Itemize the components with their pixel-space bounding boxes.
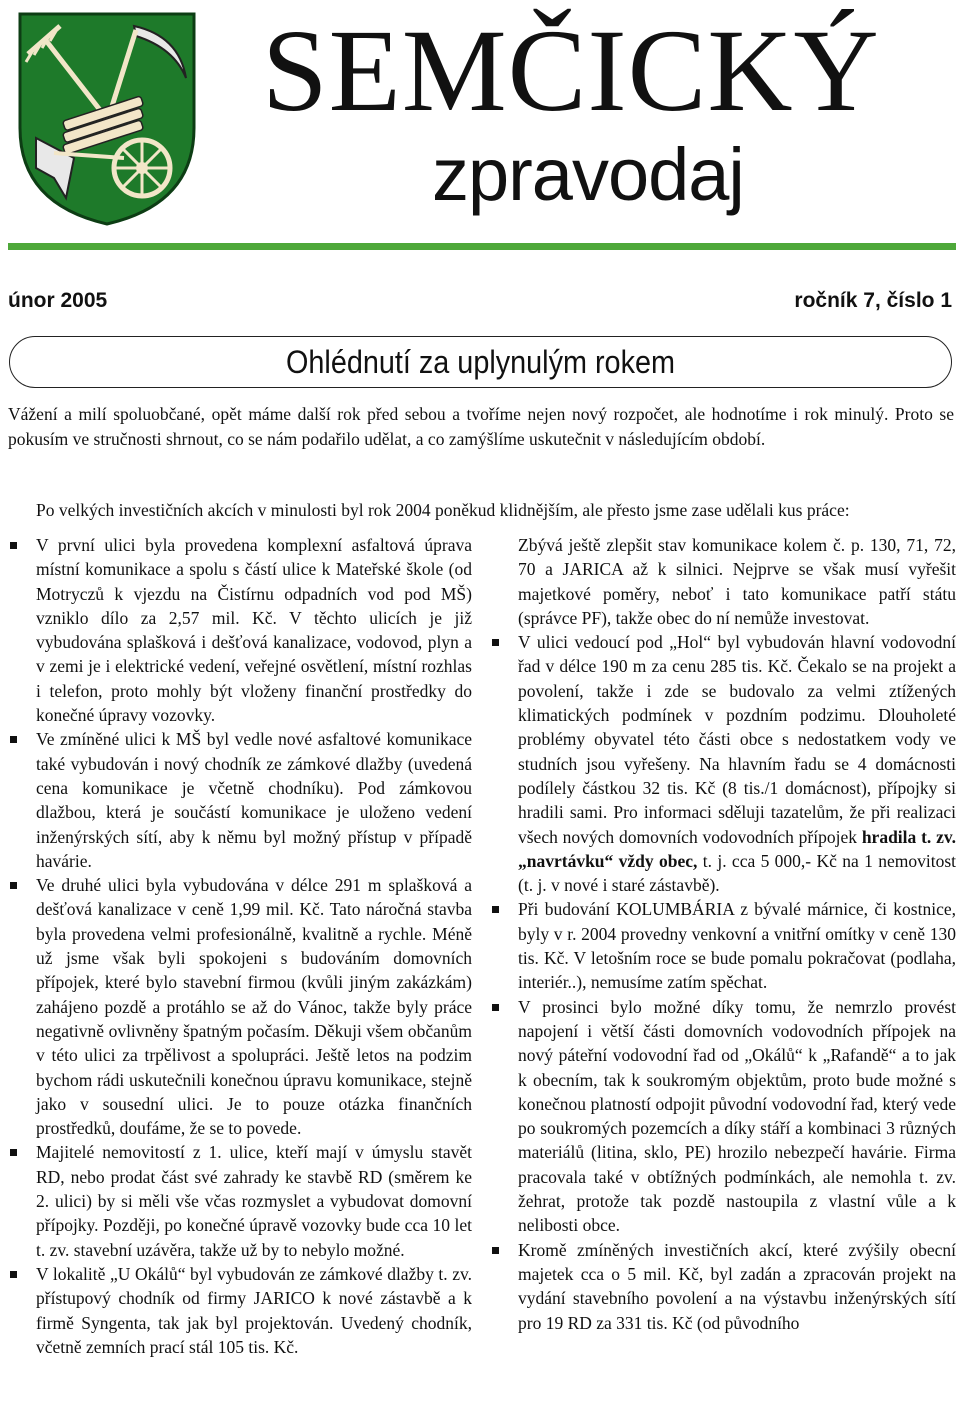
list-item: V prosinci bylo možné díky tomu, že nemrzlo provést napojení i větší části domovních vodovodních přípojek na nový páteřní vodovodní řad od „Okálů“ k „Rafandě“ a to jak k obecním, tak k soukromým objektům, proto bude možné s konečnou platností odpojit původní vodovodní řad, který vede po soukromých pozemcích a díky stáří a kombinaci 3 různých materiálů (litina, sklo, PE) hrozilo nebezpečí havárie. Firma pracovala také v obtížných podmínkách, ale nemohla t. zv. žehrat, protože tak pozdě nastoupila z vlastní vůle a k nelibosti obce. <box>490 995 956 1238</box>
left-column <box>8 533 472 1359</box>
list-item: Ve druhé ulici byla vybudována v délce 291 m splašková a dešťová kanalizace v ceně 1,99 mil. Kč. Tato náročná stavba byla provedena velmi profesionálně, kvalitně a rychle. Méně už jsme však byli spokojeni s budováním domovních přípojek, které bylo stavební firmou (kvůli jiným zakázkám) zahájeno pozdě a protáhlo se až do Vánoc, takže byly práce negativně ovlivněny špatným počasím. Děkuji všem občanům v této ulici za trpělivost a spolupráci. Ještě letos na podzim bychom rádi uskutečnili konečnou úpravu komunikace, stejně jako v sousední ulici. Je to pouze otázka finančních prostředků, doufáme, že se to povede. <box>8 873 472 1140</box>
bullet-icon <box>492 1004 499 1011</box>
bullet-icon <box>10 542 17 549</box>
article-intro: Vážení a milí spoluobčané, opět máme další rok před sebou a tvoříme nejen nový rozpočet, ale hodnotíme i rok minulý. Proto se pokusím ve stručnosti shrnout, co se nám podařilo udělat, a co zamýšlíme uskutečnit v následujícím období. <box>8 404 954 449</box>
issue-date: únor 2005 <box>8 289 108 312</box>
list-item: Při budování KOLUMBÁRIA z bývalé márnice, či kostnice, byly v r. 2004 provedny venkovní a vnitřní omítky v ceně 130 tis. Kč. V letošním roce se bude pomalu pokračovat (podlaha, interiér..), nemusíme zatím spěchat. <box>490 897 956 994</box>
continuation-paragraph: Zbývá ještě zlepšit stav komunikace kolem č. p. 130, 71, 72, 70 a JARICA až k silnici. Nejprve se však musí vyřešit majetkové poměry, neboť i tato komunikace patří státu (správce PF), takže obec do ní nemůže investovat. <box>518 535 956 628</box>
bold-emphasis: hradila t. zv. „navrtávku“ vždy obec, <box>518 826 956 871</box>
list-item: V první ulici byla provedena komplexní asfaltová úprava místní komunikace a spolu s částí ulice k Mateřské škole (od Motryczů k vjezdu na Čistírnu odpadních vod pod MŠ) vzniklo dílo za 2,57 mil. Kč. V těchto ulicích je již vybudována splašková i dešťová kanalizace, vodovod, plyn a v zemi je i elektrické vedení, veřejné osvětlení, místní rozhlas i telefon, proto mohly být vloženy finanční prostředky do konečné úpravy vozovky. <box>8 533 472 727</box>
bullet-icon <box>492 639 499 646</box>
bullet-icon <box>10 1149 17 1156</box>
bullet-icon <box>492 1247 499 1254</box>
list-item: Majitelé nemovitostí z 1. ulice, kteří mají v úmyslu stavět RD, nebo prodat část své zahrady ke stavbě RD (směrem ke 2. ulici) by si měli vše včas rozmyslet a vybudovat domovní přípojky. Později, po konečné úpravě vozovky bude cca 10 let t. zv. stavební uzávěra, takže už by to nebylo možné. <box>8 1140 472 1261</box>
headline-frame <box>9 336 952 388</box>
list-item: V lokalitě „U Okálů“ byl vybudován ze zámkové dlažby t. zv. přístupový chodník od firmy JARICO k nové zástavbě a k firmě Syngenta, tak jak byl projektován. Uvedený chodník, včetně zemních prací stál 105 tis. Kč. <box>8 1262 472 1359</box>
list-item: Kromě zmíněných investičních akcí, které zvýšily obecní majetek cca o 5 mil. Kč, byl zadán a zpracován projekt na vydání stavebního povolení a na výstavbu inženýrských sítí pro 19 RD za 331 tis. Kč (od původního <box>490 1238 956 1335</box>
bullet-icon <box>10 736 17 743</box>
list-item: V ulici vedoucí pod „Hol“ byl vybudován hlavní vodovodní řad v délce 190 m za cenu 285 tis. Kč. Čekalo se na projekt a povolení, takže i zde se budovalo za velmi ztížených klimatických podmínek v pozdním podzimu. Dlouholeté problémy obyvatel této části obce s nedostatkem vody ve studních jsou vyřešeny. Na hlavním řadu se 4 domácnosti podílely částkou 32 tis. Kč (8 tis./1 domácnost), přípojky si hradili sami. Pro informaci sděluji tazatelům, že při realizaci všech nových domovních vodovodních přípojek hradila t. zv. „navrtávku“ vždy obec, t. j. cca 5 000,- Kč na 1 nemovitost (t. j. v nové i staré zástavbě). <box>490 630 956 897</box>
right-column <box>490 533 956 1335</box>
article-headline: Ohlédnutí za uplynulým rokem <box>286 344 675 380</box>
bullet-icon <box>10 882 17 889</box>
article-intro-second: Po velkých investičních akcích v minulosti byl rok 2004 poněkud klidnějším, ale přesto jsme zase udělali kus práce: <box>36 500 850 520</box>
newsletter-title: SEMČICKÝ <box>262 5 880 136</box>
bullet-icon <box>492 906 499 913</box>
masthead-divider <box>8 243 956 250</box>
village-coat-of-arms-icon <box>14 8 200 230</box>
newsletter-subtitle: zpravodaj <box>432 133 744 216</box>
issue-volume: ročník 7, číslo 1 <box>794 289 952 312</box>
bullet-icon <box>10 1271 17 1278</box>
list-item: Ve zmíněné ulici k MŠ byl vedle nové asfaltové komunikace také vybudován i nový chodník ze zámkové dlažby (uvedená cena komunikace je včetně chodníku). Pod zámkovou dlažbou, která je součástí komunikace je uloženo vedení inženýrských sítí, aby k němu byl možný přístup v případě havárie. <box>8 727 472 873</box>
